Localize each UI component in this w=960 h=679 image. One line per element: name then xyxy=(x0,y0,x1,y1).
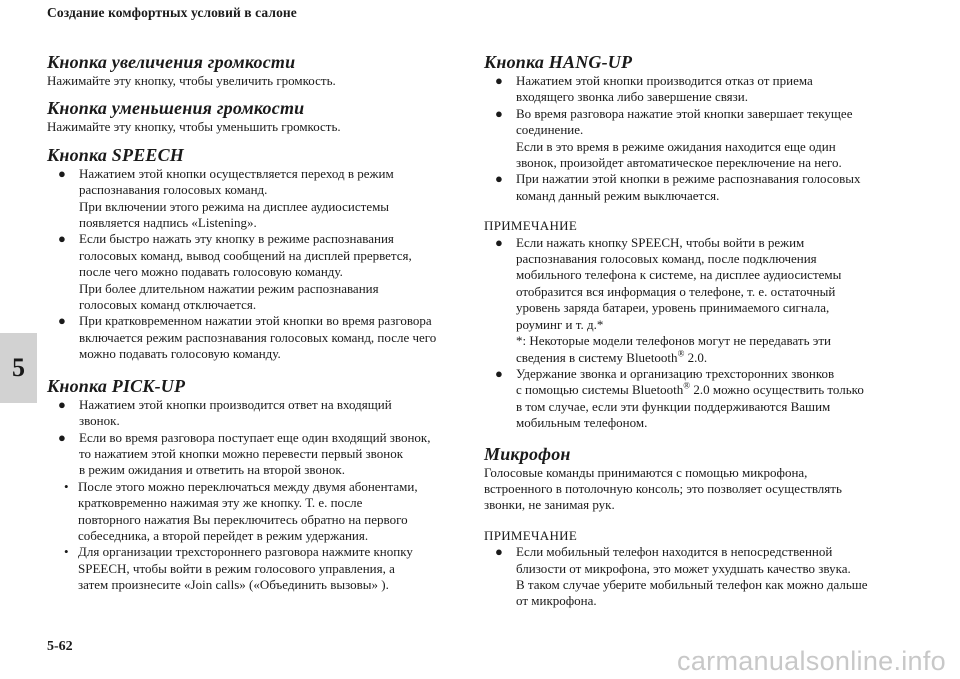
section-speech xyxy=(47,145,467,363)
section-hangup xyxy=(484,52,904,204)
hangup-list xyxy=(484,73,904,204)
left-column xyxy=(47,52,467,603)
text-line: встроенного в потолочную консоль; это позволяет осуществлять xyxy=(484,480,842,496)
text-line: можно подавать голосовую команду. xyxy=(79,346,281,362)
text-line: При более длительном нажатии режим распознавания xyxy=(79,280,379,296)
text-line xyxy=(516,350,904,366)
text-volume-down: Нажимайте эту кнопку, чтобы уменьшить громкость. xyxy=(47,119,341,135)
text-line: ● Нажатием этой кнопки осуществляется переход в режим xyxy=(79,165,394,181)
heading-volume-down: Кнопка уменьшения громкости xyxy=(47,98,305,119)
text-line: ● Нажатием этой кнопки производится отказ от приема xyxy=(516,73,813,88)
text-fragment: 2.0. xyxy=(684,349,708,365)
text-line: ● При нажатии этой кнопки в режиме распознавания голосовых xyxy=(516,171,861,187)
text-line: то нажатием этой кнопки можно перевести первый звонок xyxy=(79,445,404,461)
text-line: ● При кратковременном нажатии этой кнопки во время разговора xyxy=(79,313,432,329)
list-item xyxy=(484,235,904,366)
list-item xyxy=(484,73,904,106)
text-line: звонок. xyxy=(79,413,120,429)
text-line: голосовых команд, вывод сообщений на дисплей прервется, xyxy=(79,247,412,263)
text-line: команд данный режим выключается. xyxy=(516,187,720,203)
page-header: Создание комфортных условий в салоне xyxy=(47,5,297,20)
heading-pickup: Кнопка PICK-UP xyxy=(47,375,186,396)
note-1 xyxy=(484,218,904,431)
text-fragment: сведения в систему Bluetooth xyxy=(516,349,678,365)
heading-microphone: Микрофон xyxy=(484,443,571,464)
text-line: появляется надпись «Listening». xyxy=(79,215,257,231)
text-line: голосовых команд отключается. xyxy=(79,297,257,313)
pickup-list xyxy=(47,397,467,479)
list-item xyxy=(47,430,467,479)
section-microphone xyxy=(484,444,904,514)
text-line: • Для организации трехстороннего разговора нажмите кнопку xyxy=(78,544,413,560)
list-item xyxy=(484,171,904,204)
sub-list-item xyxy=(47,544,467,593)
text-line: При включении этого режима на дисплее аудиосистемы xyxy=(79,198,390,214)
text-line: повторного нажатия Вы переключитесь обратно на первого xyxy=(78,511,408,527)
text-line: входящего звонка либо завершение связи. xyxy=(516,89,749,105)
heading-speech: Кнопка SPEECH xyxy=(47,144,185,165)
text-line: *: Некоторые модели телефонов могут не передавать эти xyxy=(516,333,831,349)
text-line xyxy=(516,382,904,398)
heading-hangup: Кнопка HANG-UP xyxy=(484,52,633,72)
note-2 xyxy=(484,528,904,610)
text-line: от микрофона. xyxy=(516,593,597,609)
text-line: уровень заряда батареи, уровень принимаемого сигнала, xyxy=(516,300,830,316)
note-label: ПРИМЕЧАНИЕ xyxy=(484,527,578,543)
text-line: ● Если во время разговора поступает еще один входящий звонок, xyxy=(79,429,431,445)
list-item xyxy=(484,106,904,172)
text-line: кратковременно нажимая эту же кнопку. Т. е. после xyxy=(78,495,363,511)
speech-list xyxy=(47,166,467,363)
text-line: соединение. xyxy=(516,122,584,138)
watermark: carmanualsonline.info xyxy=(677,646,946,676)
section-volume-up xyxy=(47,52,467,89)
heading-volume-up: Кнопка увеличения громкости xyxy=(47,52,296,72)
pickup-sublist xyxy=(47,479,467,594)
section-volume-down xyxy=(47,98,467,135)
text-line: В таком случае уберите мобильный телефон как можно дальше xyxy=(516,576,868,592)
text-line: распознавания голосовых команд. xyxy=(79,182,268,198)
list-item xyxy=(47,313,467,362)
section-pickup xyxy=(47,376,467,594)
text-line: ● Удержание звонка и организацию трехсторонних звонков xyxy=(516,365,835,381)
page-number: 5-62 xyxy=(47,639,73,654)
note-label: ПРИМЕЧАНИЕ xyxy=(484,218,578,234)
text-line: ● Если быстро нажать эту кнопку в режиме распознавания xyxy=(79,231,394,247)
registered-mark: ® xyxy=(677,348,685,359)
text-line: отобразится вся информация о телефоне, т. е. остаточный xyxy=(516,283,836,299)
text-line: затем произнесите «Join calls» («Объединить вызовы» ). xyxy=(78,577,389,593)
list-item xyxy=(484,544,904,610)
text-line: Если в это время в режиме ожидания находится еще один xyxy=(516,138,836,154)
text-line: ● Нажатием этой кнопки производится ответ на входящий xyxy=(79,396,392,412)
text-line: роуминг и т. д.* xyxy=(516,316,604,332)
text-line: распознавания голосовых команд, после подключения xyxy=(516,251,817,267)
list-item xyxy=(47,166,467,232)
text-line: звонок, произойдет автоматическое переключение на него. xyxy=(516,155,842,171)
text-line: близости от микрофона, это может ухудшать качество звука. xyxy=(516,560,851,576)
text-line: ● Если нажать кнопку SPEECH, чтобы войти в режим xyxy=(516,234,805,250)
list-item xyxy=(47,231,467,313)
text-line: • После этого можно переключаться между двумя абонентами, xyxy=(78,478,418,494)
note-1-list xyxy=(484,235,904,432)
text-line: мобильного телефона к системе, на дисплее аудиосистемы xyxy=(516,267,842,283)
list-item xyxy=(47,397,467,430)
text-line: Голосовые команды принимаются с помощью микрофона, xyxy=(484,464,808,480)
text-fragment: с помощью системы Bluetooth xyxy=(516,382,684,398)
text-line: ● Во время разговора нажатие этой кнопки завершает текущее xyxy=(516,105,853,121)
sub-list-item xyxy=(47,479,467,545)
registered-mark: ® xyxy=(683,380,691,391)
right-column xyxy=(484,52,904,619)
chapter-tab: 5 xyxy=(0,333,37,403)
text-line: включается режим распознавания голосовых команд, после чего xyxy=(79,329,437,345)
note-2-list xyxy=(484,544,904,610)
text-line: ● Если мобильный телефон находится в непосредственной xyxy=(516,544,833,560)
text-line: в том случае, если эти функции поддерживаются Вашим xyxy=(516,398,831,414)
text-fragment: 2.0 можно осуществить только xyxy=(690,382,864,398)
text-line: мобильным телефоном. xyxy=(516,415,648,431)
text-line: звонки, не занимая рук. xyxy=(484,497,615,513)
list-item xyxy=(484,366,904,432)
text-line: SPEECH, чтобы войти в режим голосового управления, а xyxy=(78,560,395,576)
text-volume-up: Нажимайте эту кнопку, чтобы увеличить громкость. xyxy=(47,73,336,88)
text-line: в режим ожидания и ответить на второй звонок. xyxy=(79,462,345,478)
text-line: собеседника, а второй перейдет в режим удержания. xyxy=(78,527,369,543)
text-line: после чего можно подавать голосовую команду. xyxy=(79,264,343,280)
